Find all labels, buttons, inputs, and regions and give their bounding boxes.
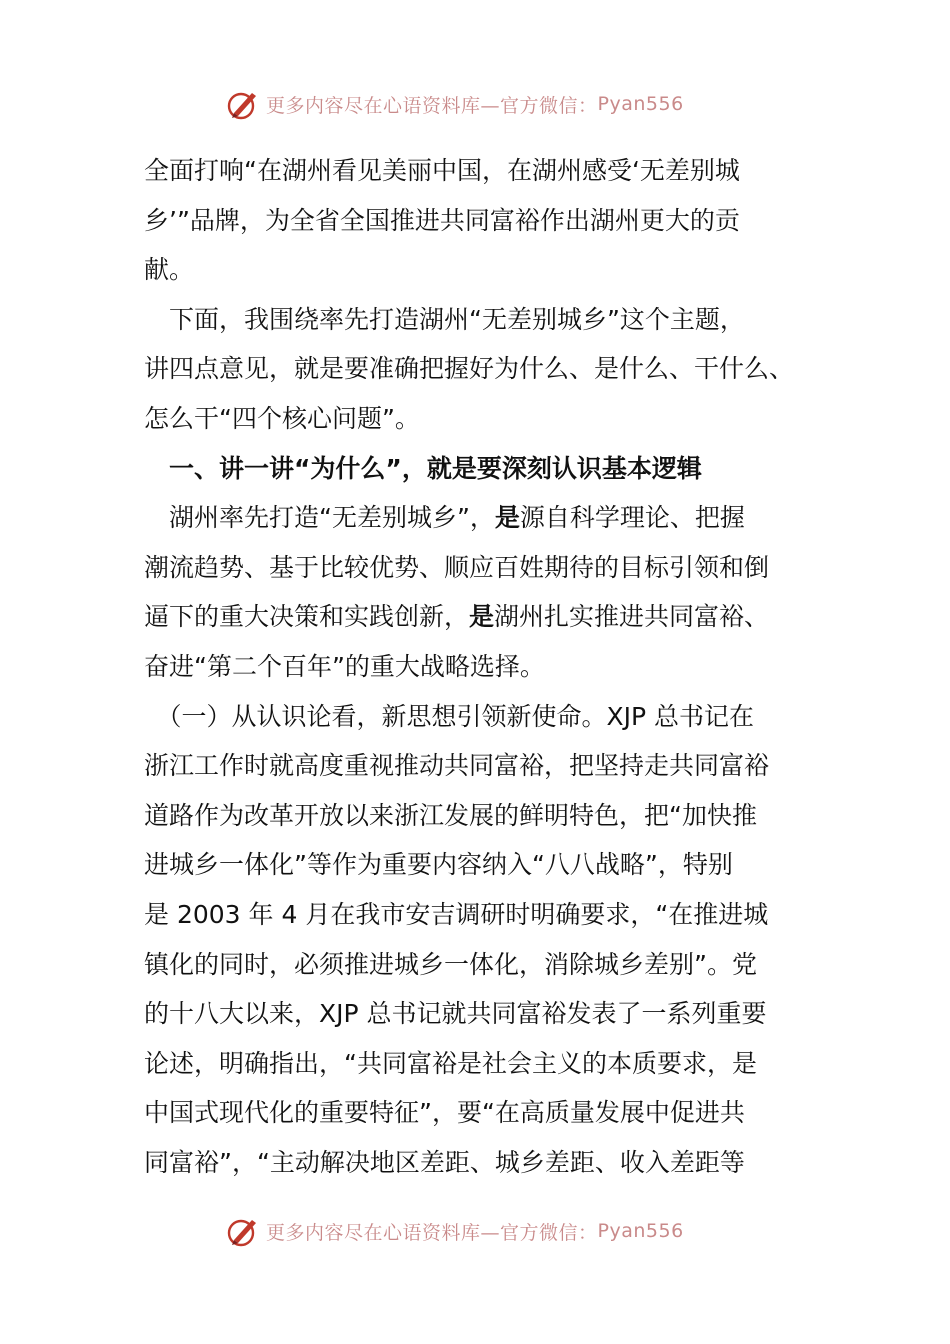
emphasis-text: 是 (469, 602, 495, 632)
paragraph-line: 同富裕”，“主动解决地区差距、城乡差距、收入差距等 (144, 1147, 745, 1177)
document-body (144, 146, 816, 1187)
paragraph-line: 是 2003 年 4 月在我市安吉调研时明确要求，“在推进城 (144, 899, 769, 929)
paragraph-line (144, 493, 816, 543)
paragraph-line: 下面，我围绕率先打造湖州“无差别城乡”这个主题， (144, 304, 745, 334)
paragraph-line: 镇化的同时，必须推进城乡一体化，消除城乡差别”。党 (144, 949, 757, 979)
text-run: 湖州扎实推进共同富裕、 (494, 602, 770, 632)
pen-logo-icon (226, 1214, 260, 1248)
text-run: 湖州率先打造“无差别城乡”， (144, 503, 495, 533)
paragraph-line: 全面打响“在湖州看见美丽中国，在湖州感受‘无差别城 (144, 156, 740, 185)
paragraph-line: （一）从认识论看，新思想引领新使命。XJP 总书记在 (144, 701, 755, 731)
paragraph-line: 乡’”品牌，为全省全国推进共同富裕作出湖州更大的贡 (144, 205, 740, 235)
paragraph-line: 潮流趋势、基于比较优势、顺应百姓期待的目标引领和倒 (144, 552, 770, 582)
paragraph-line: 奋进“第二个百年”的重大战略选择。 (144, 651, 545, 681)
paragraph-line: 中国式现代化的重要特征”，要“在高质量发展中促进共 (144, 1098, 745, 1128)
paragraph-line: 浙江工作时就高度重视推动共同富裕，把坚持走共同富裕 (144, 751, 770, 781)
paragraph-line: 讲四点意见，就是要准确把握好为什么、是什么、干什么、 (144, 354, 795, 384)
paragraph-line: 道路作为改革开放以来浙江发展的鲜明特色，把“加快推 (144, 800, 757, 830)
emphasis-text: 是 (494, 503, 520, 533)
text-run: 逼下的重大决策和实践创新， (144, 602, 470, 632)
watermark-text: 更多内容尽在心语资料库—官方微信： (266, 1221, 598, 1244)
paragraph-line (144, 592, 816, 642)
paragraph-line: 献。 (144, 255, 195, 285)
text-run: 源自科学理论、把握 (519, 503, 745, 533)
watermark-wechat-id: Pyan556 (597, 93, 684, 115)
paragraph-line: 的十八大以来，XJP 总书记就共同富裕发表了一系列重要 (144, 999, 767, 1029)
footer-watermark (226, 1211, 786, 1251)
watermark-wechat-id: Pyan556 (597, 1220, 684, 1242)
watermark-text: 更多内容尽在心语资料库—官方微信： (266, 94, 598, 117)
section-heading: 一、讲一讲“为什么”，就是要深刻认识基本逻辑 (144, 453, 702, 483)
paragraph-line: 进城乡一体化”等作为重要内容纳入“八八战略”，特别 (144, 850, 733, 880)
paragraph-line: 论述，明确指出，“共同富裕是社会主义的本质要求，是 (144, 1048, 757, 1078)
paragraph-line: 怎么干“四个核心问题”。 (144, 403, 420, 433)
pen-logo-icon (226, 87, 260, 121)
header-watermark (226, 84, 786, 124)
